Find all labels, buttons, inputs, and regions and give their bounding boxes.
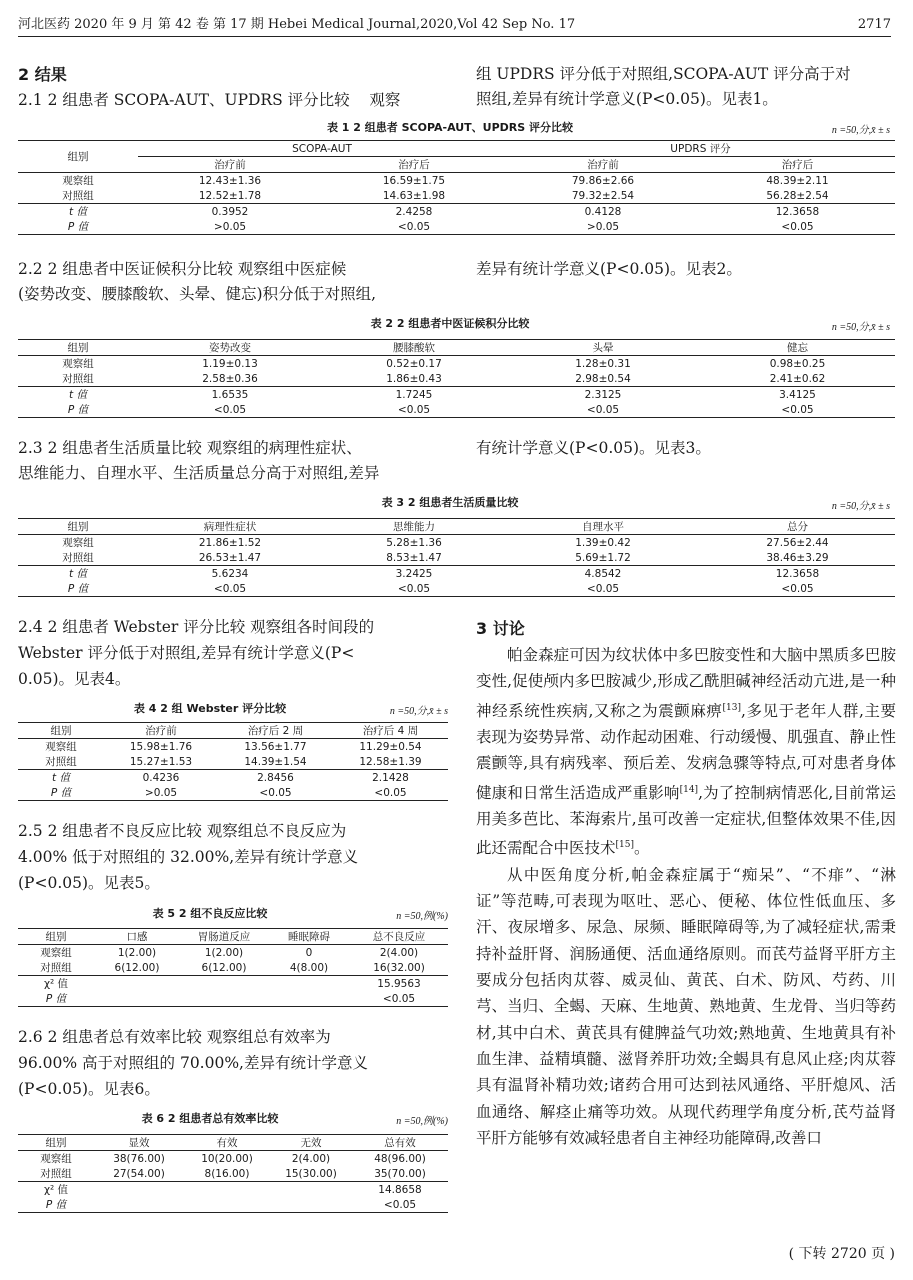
- table-cell: >0.05: [506, 219, 700, 235]
- table6-header: 显效: [94, 1135, 184, 1151]
- table2-header: 姿势改变: [138, 340, 322, 356]
- table-cell: <0.05: [350, 991, 448, 1007]
- table-cell: P 值: [18, 785, 104, 801]
- table-cell: <0.05: [700, 402, 895, 418]
- table-cell: 14.8658: [352, 1182, 448, 1198]
- table2: [18, 339, 895, 418]
- table-cell: <0.05: [322, 581, 506, 597]
- table-cell: [184, 1197, 270, 1213]
- table-cell: 79.32±2.54: [571, 189, 635, 202]
- table-cell: <0.05: [700, 219, 895, 235]
- table-cell: 12.58±1.39: [359, 755, 422, 768]
- table-cell: 8.53±1.47: [386, 551, 442, 564]
- section-2-1-label: 2.1 2 组患者 SCOPA-AUT、UPDRS 评分比较: [18, 91, 350, 109]
- discussion-p1-c: ,为了控制病情恶化,目前常运用美多芭比、苯海索片,虽可改善一定症状,但整体效果不佳,因此还需配合中医技术: [476, 783, 896, 858]
- table-cell: [94, 991, 180, 1007]
- table1-sub-header: 治疗后: [322, 157, 506, 173]
- table1-group-header: 组别: [18, 141, 138, 173]
- table-cell: 对照组: [62, 552, 94, 564]
- table-cell: 56.28±2.54: [766, 189, 829, 202]
- table2-note: n =50,分,x̄ ± s: [831, 322, 890, 333]
- section-2-1-line2: 照组,差异有统计学意义(P<0.05)。见表1。: [476, 90, 778, 108]
- table1-sub-header: 治疗后: [700, 157, 895, 173]
- table4-note: n =50,分,x̄ ± s: [389, 706, 448, 717]
- table4-header: 治疗后 2 周: [218, 723, 333, 739]
- table-cell: 27(54.00): [113, 1167, 165, 1180]
- section-2-2-line2: (姿势改变、腰膝酸软、头晕、健忘)积分低于对照组,: [18, 285, 377, 303]
- table-cell: [268, 991, 350, 1007]
- table-row: [18, 976, 448, 992]
- table-cell: 27.56±2.44: [766, 536, 829, 549]
- section-2-5-line3: (P<0.05)。见表5。: [18, 874, 160, 892]
- table6-header: 无效: [270, 1135, 352, 1151]
- table3-header: 总分: [700, 519, 895, 535]
- table-cell: <0.05: [333, 785, 448, 801]
- table-cell: 观察组: [40, 1153, 72, 1165]
- table-cell: <0.05: [138, 402, 322, 418]
- table-cell: 1(2.00): [117, 946, 157, 959]
- table-cell: 观察组: [45, 741, 77, 753]
- table5-header: 胃肠道反应: [180, 929, 268, 945]
- discussion-body: [476, 642, 896, 1151]
- table-cell: t 值: [18, 566, 138, 582]
- table-cell: t 值: [18, 387, 138, 403]
- table-row: [18, 188, 895, 204]
- discussion-paragraph-1: [476, 642, 896, 862]
- table-cell: [180, 991, 268, 1007]
- table-cell: 14.39±1.54: [244, 755, 307, 768]
- discussion-p1-b: ,多见于老年人群,主要表现为姿势异常、动作起动困难、行动缓慢、肌强直、静止性震颤等,具有病残率、预后差、发病急骤等特点,可对患者身体健康和日常生活造成严重影响: [476, 701, 897, 802]
- section-2-3-right: 有统计学意义(P<0.05)。见表3。: [476, 439, 711, 457]
- discussion-p1-a: 帕金森症可因为纹状体中多巴胺变性和大脑中黑质多巴胺变性,促使颅内多巴胺减少,形成乙酰胆碱神经活动亢进,是一种神经系统性疾病,又称之为震颤麻痹: [476, 646, 896, 720]
- table-row: [18, 356, 895, 372]
- table-cell: 15.98±1.76: [129, 740, 193, 753]
- table5-header: 总不良反应: [350, 929, 448, 945]
- table-row: [18, 219, 895, 235]
- table-cell: 3.2425: [322, 566, 506, 582]
- table-row: [18, 1197, 448, 1213]
- table-row: [18, 550, 895, 566]
- table-row: [18, 173, 895, 189]
- citation-14[interactable]: [14]: [679, 784, 699, 795]
- table6-header: 总有效: [352, 1135, 448, 1151]
- results-heading: 2 结果: [18, 65, 67, 84]
- table-cell: 2.8456: [218, 770, 333, 786]
- section-2-6-line1: 2.6 2 组患者总有效率比较 观察组总有效率为: [18, 1028, 331, 1046]
- table-cell: 38.46±3.29: [766, 551, 829, 564]
- discussion-heading: 3 讨论: [476, 619, 525, 638]
- table5-header: 口感: [94, 929, 180, 945]
- table1-caption: 表 1 2 组患者 SCOPA-AUT、UPDRS 评分比较: [326, 121, 574, 134]
- table-cell: 对照组: [40, 962, 72, 974]
- table-cell: P 值: [18, 402, 138, 418]
- section-2-5: [18, 818, 458, 896]
- table-cell: 38(76.00): [113, 1152, 165, 1165]
- table-cell: 16.59±1.75: [382, 174, 446, 187]
- table6-note: n =50,例(%): [396, 1116, 448, 1127]
- table-cell: P 值: [18, 219, 138, 235]
- section-2-1-continued: [476, 62, 896, 112]
- table-cell: [94, 1182, 184, 1198]
- section-2-3-line2: 思维能力、自理水平、生活质量总分高于对照组,差异: [18, 464, 380, 482]
- table-cell: 5.69±1.72: [575, 551, 631, 564]
- citation-15[interactable]: [15]: [615, 840, 634, 851]
- table-cell: P 值: [18, 1197, 94, 1213]
- table-cell: 1.19±0.13: [202, 357, 258, 370]
- table1-col-updrs: UPDRS 评分: [506, 141, 895, 157]
- table-cell: 48(96.00): [374, 1152, 426, 1165]
- table-cell: 1.86±0.43: [386, 372, 442, 385]
- table-cell: P 值: [18, 991, 94, 1007]
- journal-info: 河北医药 2020 年 9 月 第 42 卷 第 17 期 Hebei Medical Journal,2020,Vol 42 Sep No. 17: [18, 17, 576, 32]
- table-cell: 4.8542: [506, 566, 700, 582]
- table-cell: 2.41±0.62: [769, 372, 826, 385]
- table4: [18, 722, 448, 801]
- table-cell: 0: [305, 946, 313, 959]
- table-row: [18, 739, 448, 755]
- table-cell: 6(12.00): [201, 961, 247, 974]
- table-cell: χ² 值: [18, 976, 94, 992]
- table-cell: 48.39±2.11: [766, 174, 829, 187]
- table-cell: 观察组: [62, 175, 94, 187]
- table-cell: 0.98±0.25: [769, 357, 826, 370]
- table-cell: 6(12.00): [114, 961, 160, 974]
- table-cell: 0.4236: [104, 770, 218, 786]
- table-cell: <0.05: [322, 402, 506, 418]
- table1-note: n =50,分,x̄ ± s: [831, 125, 890, 136]
- section-2-4: [18, 614, 458, 692]
- table-cell: [94, 1197, 184, 1213]
- table-cell: 2.4258: [322, 204, 506, 220]
- table-cell: 15.27±1.53: [129, 755, 193, 768]
- table1-sub-header: 治疗前: [138, 157, 322, 173]
- table-cell: 0.52±0.17: [386, 357, 442, 370]
- citation-13[interactable]: [13]: [722, 702, 741, 713]
- table-cell: 1.6535: [138, 387, 322, 403]
- table-cell: 对照组: [62, 373, 94, 385]
- table-cell: <0.05: [322, 219, 506, 235]
- table-row: [18, 581, 895, 597]
- table-cell: <0.05: [506, 581, 700, 597]
- table-cell: 8(16.00): [204, 1167, 250, 1180]
- table3-header: 自理水平: [506, 519, 700, 535]
- section-2-1-text-left: 观察: [369, 91, 401, 109]
- table-cell: 2(4.00): [379, 946, 419, 959]
- table-cell: 11.29±0.54: [359, 740, 422, 753]
- table-cell: [180, 976, 268, 992]
- table-cell: 观察组: [62, 537, 94, 549]
- section-2-4-line1: 2.4 2 组患者 Webster 评分比较 观察组各时间段的: [18, 618, 375, 636]
- table-cell: 2.1428: [333, 770, 448, 786]
- section-2-1-title: [18, 88, 458, 113]
- table-cell: 0.3952: [138, 204, 322, 220]
- table-cell: <0.05: [352, 1197, 448, 1213]
- table3: [18, 518, 895, 597]
- table-cell: 12.3658: [700, 566, 895, 582]
- table6-header: 有效: [184, 1135, 270, 1151]
- table-cell: 1.28±0.31: [575, 357, 631, 370]
- table4-header: 组别: [18, 723, 104, 739]
- table-row: [18, 1166, 448, 1182]
- table-cell: 12.52±1.78: [198, 189, 262, 202]
- section-2-6-line2: 96.00% 高于对照组的 70.00%,差异有统计学意义: [18, 1054, 368, 1072]
- table-row: [18, 960, 448, 976]
- table-row: [18, 1151, 448, 1167]
- table6-caption: 表 6 2 组患者总有效率比较: [141, 1112, 279, 1125]
- table-cell: 1.7245: [322, 387, 506, 403]
- table-row: [18, 770, 448, 786]
- table-cell: [270, 1182, 352, 1198]
- table-cell: 26.53±1.47: [198, 551, 262, 564]
- table-row: [18, 387, 895, 403]
- table2-header: 腰膝酸软: [322, 340, 506, 356]
- table3-note: n =50,分,x̄ ± s: [831, 501, 890, 512]
- table-cell: 2(4.00): [291, 1152, 331, 1165]
- table3-caption: 表 3 2 组患者生活质量比较: [381, 496, 519, 509]
- table-cell: 2.58±0.36: [202, 372, 258, 385]
- section-2-6-line3: (P<0.05)。见表6。: [18, 1080, 160, 1098]
- table2-caption: 表 2 2 组患者中医证候积分比较: [370, 317, 530, 330]
- section-2-3-line1: 2.3 2 组患者生活质量比较 观察组的病理性症状、: [18, 439, 362, 457]
- table-cell: 16(32.00): [373, 961, 425, 974]
- table4-caption: 表 4 2 组 Webster 评分比较: [133, 702, 287, 715]
- table-cell: 2.98±0.54: [575, 372, 631, 385]
- table-cell: χ² 值: [18, 1182, 94, 1198]
- section-2-3: [18, 436, 458, 486]
- table-row: [18, 785, 448, 801]
- section-2-5-line2: 4.00% 低于对照组的 32.00%,差异有统计学意义: [18, 848, 359, 866]
- table-cell: 12.43±1.36: [198, 174, 262, 187]
- table-cell: 1(2.00): [204, 946, 244, 959]
- table3-header: 思维能力: [322, 519, 506, 535]
- section-2-5-line1: 2.5 2 组患者不良反应比较 观察组总不良反应为: [18, 822, 347, 840]
- table-cell: 1.39±0.42: [575, 536, 631, 549]
- table-cell: <0.05: [218, 785, 333, 801]
- table-row: [18, 204, 895, 220]
- table-cell: >0.05: [104, 785, 218, 801]
- table-cell: 21.86±1.52: [198, 536, 262, 549]
- table-row: [18, 754, 448, 770]
- table-cell: 0.4128: [506, 204, 700, 220]
- table-cell: t 值: [18, 770, 104, 786]
- table-cell: [270, 1197, 352, 1213]
- table-cell: 2.3125: [506, 387, 700, 403]
- section-2-2: [18, 257, 458, 307]
- discussion-p1-d: 。: [634, 839, 650, 858]
- table-cell: 12.3658: [700, 204, 895, 220]
- table-cell: [184, 1182, 270, 1198]
- table-row: [18, 535, 895, 551]
- section-2-4-line3: 0.05)。见表4。: [18, 670, 131, 688]
- table-cell: 35(70.00): [374, 1167, 426, 1180]
- table-cell: [268, 976, 350, 992]
- table3-header: 病理性症状: [138, 519, 322, 535]
- table-cell: 5.6234: [138, 566, 322, 582]
- table6: [18, 1134, 448, 1213]
- table-row: [18, 991, 448, 1007]
- table-row: [18, 945, 448, 961]
- table-cell: >0.05: [138, 219, 322, 235]
- table-cell: 对照组: [40, 1168, 72, 1180]
- table-cell: [94, 976, 180, 992]
- table-cell: 对照组: [62, 190, 94, 202]
- table1-col-scopa: SCOPA-AUT: [138, 141, 506, 157]
- table4-header: 治疗前: [104, 723, 218, 739]
- table-cell: <0.05: [506, 402, 700, 418]
- section-2-6: [18, 1024, 458, 1102]
- table-cell: 3.4125: [700, 387, 895, 403]
- table2-header: 组别: [18, 340, 138, 356]
- table-cell: 15.9563: [350, 976, 448, 992]
- table-cell: <0.05: [700, 581, 895, 597]
- section-2-2-right: 差异有统计学意义(P<0.05)。见表2。: [476, 260, 742, 278]
- running-header: [18, 10, 891, 37]
- continued-note: ( 下转 2720 页 ): [788, 1246, 895, 1262]
- table-cell: 观察组: [62, 358, 94, 370]
- table5-header: 睡眠障碍: [268, 929, 350, 945]
- table6-header: 组别: [18, 1135, 94, 1151]
- table5-header: 组别: [18, 929, 94, 945]
- table-row: [18, 1182, 448, 1198]
- table2-header: 健忘: [700, 340, 895, 356]
- table4-header: 治疗后 4 周: [333, 723, 448, 739]
- table5-caption: 表 5 2 组不良反应比较: [152, 907, 268, 920]
- table-row: [18, 566, 895, 582]
- page-number: 2717: [857, 17, 891, 32]
- section-2-1-line1: 组 UPDRS 评分低于对照组,SCOPA-AUT 评分高于对: [476, 65, 851, 83]
- discussion-paragraph-2: 从中医角度分析,帕金森症属于“痴呆”、“不痱”、“淋证”等范畴,可表现为呕吐、恶心、便秘、体位性低血压、多汗、夜尿增多、尿急、尿频、睡眠障碍等,为了减轻症状,需秉持补益肝肾、润肠通便、活血通络原则。而芪芍益肾平肝方主要成分包括肉苁蓉、威灵仙、黄芪、白术、防风、芍药、川芎、当归、全蝎、天麻、生地黄、熟地黄、生龙骨、当归等药材,其中白术、黄芪具有健脾益气功效;熟地黄、生地黄具有补血生津、益精填髓、滋肾养肝功效;全蝎具有息风止痉;肉苁蓉具有温肾补精功效;诸药合用可达到祛风通络、平肝熄风、活血通络、解痉止痛等功效。从现代药理学角度分析,芪芍益肾平肝方能够有效减轻患者自主神经功能障碍,改善口: [476, 865, 896, 1147]
- table-cell: 观察组: [40, 947, 72, 959]
- table-cell: 对照组: [45, 756, 77, 768]
- table-cell: 15(30.00): [285, 1167, 337, 1180]
- table1: [18, 140, 895, 235]
- table3-header: 组别: [18, 519, 138, 535]
- table-cell: 10(20.00): [201, 1152, 253, 1165]
- table-row: [18, 371, 895, 387]
- table-cell: 13.56±1.77: [244, 740, 307, 753]
- section-2-4-line2: Webster 评分低于对照组,差异有统计学意义(P<: [18, 644, 355, 662]
- table1-sub-header: 治疗前: [506, 157, 700, 173]
- section-2-2-line1: 2.2 2 组患者中医证候积分比较 观察组中医症候: [18, 260, 347, 278]
- table-cell: t 值: [18, 204, 138, 220]
- table-cell: 4(8.00): [289, 961, 329, 974]
- table-cell: <0.05: [138, 581, 322, 597]
- table-cell: 79.86±2.66: [571, 174, 635, 187]
- table-row: [18, 402, 895, 418]
- table5: [18, 928, 448, 1007]
- table2-header: 头晕: [506, 340, 700, 356]
- table-cell: 5.28±1.36: [386, 536, 442, 549]
- table5-note: n =50,例(%): [396, 911, 448, 922]
- table-cell: 14.63±1.98: [382, 189, 446, 202]
- table-cell: P 值: [18, 581, 138, 597]
